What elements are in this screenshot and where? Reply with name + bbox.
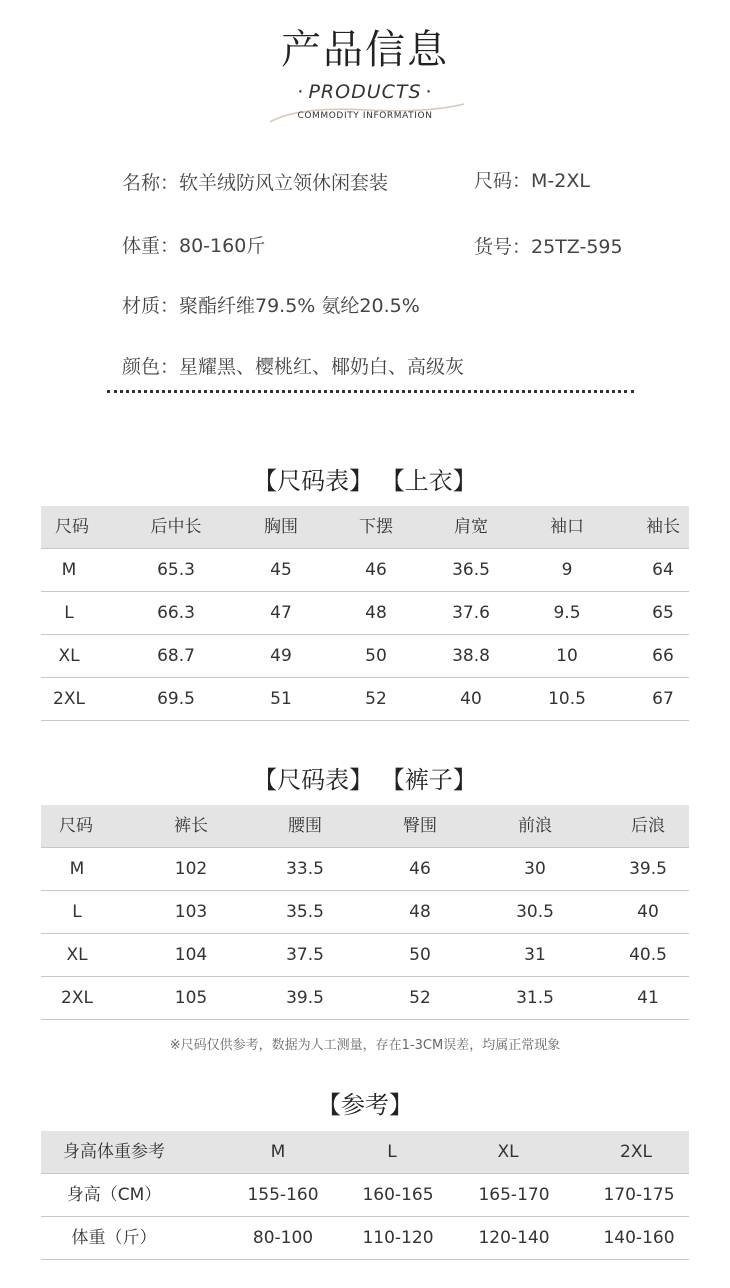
subtitle: · PRODUCTS · bbox=[297, 81, 433, 103]
table-cell: 10 bbox=[556, 646, 578, 666]
table-cell: 80-100 bbox=[252, 1228, 314, 1248]
table-cell: 64 bbox=[652, 560, 674, 580]
table-cell: 9 bbox=[561, 560, 573, 580]
header-cell: 尺码 bbox=[55, 517, 89, 537]
table-row bbox=[41, 1174, 689, 1217]
header-cell: 胸围 bbox=[264, 517, 298, 537]
table-cell: 120-140 bbox=[478, 1228, 550, 1248]
header-cell: L bbox=[387, 1142, 397, 1162]
table-cell: 103 bbox=[174, 902, 208, 922]
table-row bbox=[41, 1217, 689, 1260]
table-cell: 48 bbox=[409, 902, 431, 922]
table-cell: 10.5 bbox=[548, 689, 586, 709]
table-cell: 2XL bbox=[61, 988, 93, 1008]
table-cell: 40.5 bbox=[629, 945, 667, 965]
table-cell: 50 bbox=[365, 646, 387, 666]
table-cell: 68.7 bbox=[157, 646, 195, 666]
table-cell: 31 bbox=[524, 945, 546, 965]
table-row bbox=[41, 977, 689, 1020]
table-cell: 160-165 bbox=[362, 1185, 434, 1205]
measurement-note: ※尺码仅供参考，数据为人工测量，存在1-3CM误差，均属正常现象 bbox=[169, 1038, 561, 1053]
table-cell: 104 bbox=[174, 945, 208, 965]
header-cell: 肩宽 bbox=[454, 517, 488, 537]
table-cell: 45 bbox=[270, 560, 292, 580]
header-cell: 下摆 bbox=[359, 517, 393, 537]
table-cell: L bbox=[72, 902, 82, 922]
table-cell: 155-160 bbox=[247, 1185, 319, 1205]
header-cell: M bbox=[270, 1142, 286, 1162]
table-cell: 105 bbox=[174, 988, 208, 1008]
table-row bbox=[41, 592, 689, 635]
table-cell: L bbox=[64, 603, 74, 623]
table-cell: 69.5 bbox=[157, 689, 195, 709]
table-cell: 37.6 bbox=[452, 603, 490, 623]
info-weight: 体重：80-160斤 bbox=[122, 235, 266, 257]
table-cell: M bbox=[61, 560, 77, 580]
table-cell: 102 bbox=[174, 859, 208, 879]
header-cell: 尺码 bbox=[59, 816, 93, 836]
header-cell: 前浪 bbox=[518, 816, 552, 836]
table-cell: 40 bbox=[460, 689, 482, 709]
info-material: 材质：聚酯纤维79.5% 氨纶20.5% bbox=[122, 295, 420, 317]
table-cell: 41 bbox=[637, 988, 659, 1008]
table-cell: 体重（斤） bbox=[71, 1228, 157, 1248]
info-color: 颜色：星耀黑、樱桃红、椰奶白、高级灰 bbox=[122, 356, 465, 378]
table-cell: 36.5 bbox=[452, 560, 490, 580]
table-cell: 65 bbox=[652, 603, 674, 623]
header-cell: 2XL bbox=[620, 1142, 652, 1162]
page-title: 产品信息 bbox=[281, 27, 449, 73]
pants-table-title: 【尺码表】 【裤子】 bbox=[253, 766, 477, 794]
table-cell: 66.3 bbox=[157, 603, 195, 623]
table-cell: 140-160 bbox=[603, 1228, 675, 1248]
table-cell: 49 bbox=[270, 646, 292, 666]
table-cell: 46 bbox=[409, 859, 431, 879]
top-table-title: 【尺码表】 【上衣】 bbox=[253, 467, 477, 495]
table-header-row bbox=[41, 506, 689, 549]
table-cell: 165-170 bbox=[478, 1185, 550, 1205]
table-cell: 65.3 bbox=[157, 560, 195, 580]
header-cell: 裤长 bbox=[174, 816, 208, 836]
info-item-no: 货号：25TZ-595 bbox=[474, 236, 623, 258]
header-cell: 袖口 bbox=[550, 517, 584, 537]
table-cell: 30.5 bbox=[516, 902, 554, 922]
table-cell: 2XL bbox=[53, 689, 85, 709]
table-row bbox=[41, 848, 689, 891]
header-cell: 腰围 bbox=[288, 816, 322, 836]
subtitle-text: PRODUCTS bbox=[308, 81, 422, 103]
table-cell: 30 bbox=[524, 859, 546, 879]
table-cell: 39.5 bbox=[286, 988, 324, 1008]
table-cell: 170-175 bbox=[603, 1185, 675, 1205]
table-row bbox=[41, 678, 689, 721]
header-cell: XL bbox=[497, 1142, 519, 1162]
header-cell: 后浪 bbox=[631, 816, 665, 836]
info-name: 名称：软羊绒防风立领休闲套装 bbox=[122, 172, 389, 194]
table-cell: 48 bbox=[365, 603, 387, 623]
table-cell: 9.5 bbox=[553, 603, 581, 623]
ref-table-title: 【参考】 bbox=[317, 1091, 413, 1119]
table-row bbox=[41, 549, 689, 592]
table-cell: 31.5 bbox=[516, 988, 554, 1008]
table-cell: 51 bbox=[270, 689, 292, 709]
table-row bbox=[41, 635, 689, 678]
table-cell: 52 bbox=[409, 988, 431, 1008]
table-cell: 52 bbox=[365, 689, 387, 709]
header-cell: 臀围 bbox=[403, 816, 437, 836]
table-cell: 38.8 bbox=[452, 646, 490, 666]
table-cell: 身高（CM） bbox=[66, 1185, 162, 1205]
table-cell: M bbox=[69, 859, 85, 879]
table-row bbox=[41, 934, 689, 977]
table-cell: 37.5 bbox=[286, 945, 324, 965]
table-row bbox=[41, 891, 689, 934]
header-cell: 后中长 bbox=[150, 517, 202, 537]
table-cell: 46 bbox=[365, 560, 387, 580]
subtitle-small: COMMODITY INFORMATION bbox=[297, 111, 433, 121]
header-cell: 袖长 bbox=[646, 517, 680, 537]
table-cell: 35.5 bbox=[286, 902, 324, 922]
table-cell: 33.5 bbox=[286, 859, 324, 879]
header-cell: 身高体重参考 bbox=[63, 1142, 165, 1162]
table-cell: 110-120 bbox=[362, 1228, 434, 1248]
table-cell: 39.5 bbox=[629, 859, 667, 879]
table-cell: 67 bbox=[652, 689, 674, 709]
table-cell: XL bbox=[66, 945, 88, 965]
table-cell: 40 bbox=[637, 902, 659, 922]
table-cell: 50 bbox=[409, 945, 431, 965]
info-size: 尺码：M-2XL bbox=[474, 170, 590, 192]
table-header-row bbox=[41, 805, 689, 848]
table-cell: 66 bbox=[652, 646, 674, 666]
table-cell: 47 bbox=[270, 603, 292, 623]
table-cell: XL bbox=[58, 646, 80, 666]
table-header-row bbox=[41, 1131, 689, 1174]
dotted-divider bbox=[107, 390, 634, 393]
